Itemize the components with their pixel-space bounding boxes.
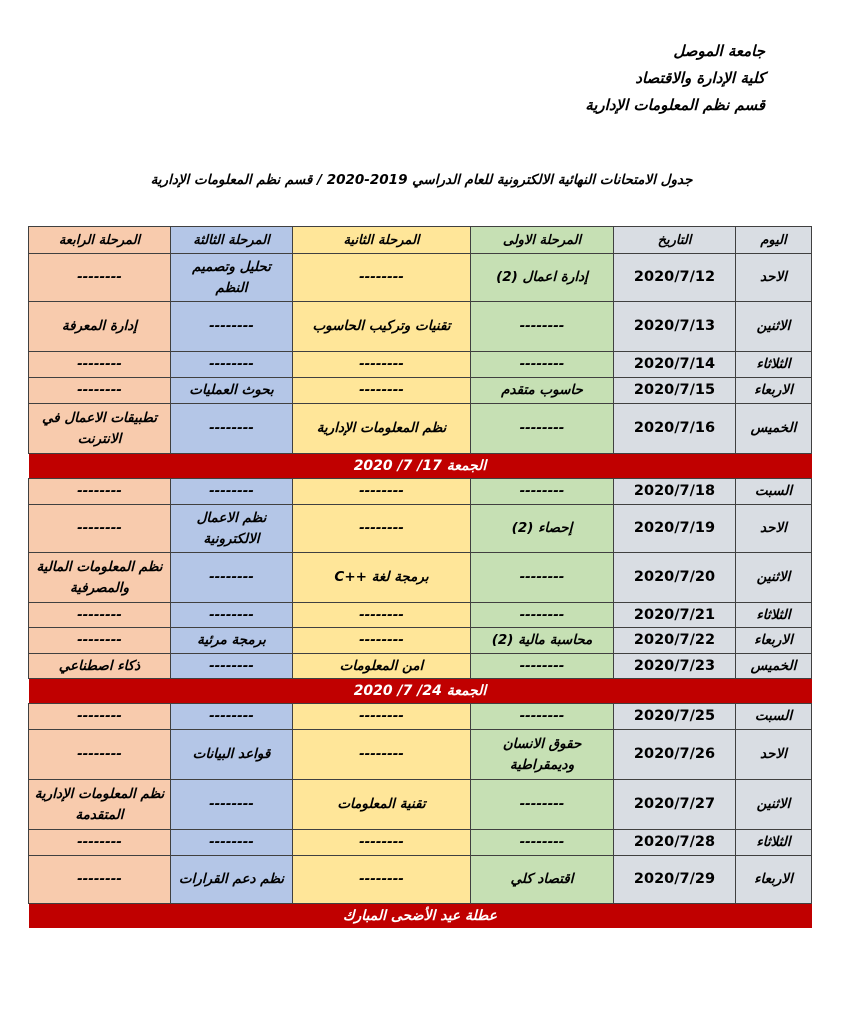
table-row (29, 856, 812, 904)
stage-2-cell: -------- (293, 378, 471, 404)
stage-2-cell: -------- (293, 730, 471, 780)
stage-2-cell: -------- (293, 856, 471, 904)
header-stage-2: المرحلة الثانية (293, 227, 471, 254)
friday-label: الجمعة 17/ 7/ 2020 (353, 457, 487, 474)
stage-1-cell: إدارة اعمال (2) (471, 254, 614, 302)
stage-1-cell: محاسبة مالية (2) (471, 628, 614, 654)
stage-2-cell: تقنيات وتركيب الحاسوب (293, 302, 471, 352)
date-cell: 2020/7/26 (614, 730, 736, 780)
stage-4-cell: -------- (29, 830, 171, 856)
date-cell: 2020/7/12 (614, 254, 736, 302)
day-cell: الاثنين (736, 302, 812, 352)
stage-2-cell: نظم المعلومات الإدارية (293, 404, 471, 454)
stage-3-cell: -------- (171, 654, 293, 679)
stage-4-cell: -------- (29, 603, 171, 628)
table-row (29, 302, 812, 352)
holiday-label: عطلة عيد الأضحى المبارك (342, 907, 498, 924)
date-cell: 2020/7/21 (614, 603, 736, 628)
department-name: قسم نظم المعلومات الإدارية (585, 96, 765, 114)
stage-3-cell: قواعد البيانات (171, 730, 293, 780)
stage-1-cell: حاسوب متقدم (471, 378, 614, 404)
header-date: التاريخ (614, 227, 736, 254)
date-cell: 2020/7/27 (614, 780, 736, 830)
friday-label: الجمعة 24/ 7/ 2020 (353, 682, 487, 699)
date-cell: 2020/7/29 (614, 856, 736, 904)
stage-4-cell: -------- (29, 628, 171, 654)
stage-3-cell: -------- (171, 479, 293, 505)
date-cell: 2020/7/19 (614, 505, 736, 553)
holiday-separator (29, 904, 812, 929)
day-cell: الاربعاء (736, 856, 812, 904)
date-cell: 2020/7/25 (614, 704, 736, 730)
stage-2-cell: -------- (293, 352, 471, 378)
stage-1-cell: -------- (471, 553, 614, 603)
friday-separator (29, 679, 812, 704)
date-cell: 2020/7/13 (614, 302, 736, 352)
college-name: كلية الإدارة والاقتصاد (635, 69, 765, 87)
friday-separator (29, 454, 812, 479)
day-cell: الثلاثاء (736, 830, 812, 856)
stage-2-cell: -------- (293, 628, 471, 654)
stage-4-cell: تطبيقات الاعمال في الانترنت (29, 404, 171, 454)
friday-separator-row (29, 679, 812, 704)
day-cell: الثلاثاء (736, 603, 812, 628)
day-cell: الاثنين (736, 780, 812, 830)
stage-1-cell: -------- (471, 404, 614, 454)
table-row (29, 553, 812, 603)
stage-4-cell: إدارة المعرفة (29, 302, 171, 352)
stage-4-cell: -------- (29, 704, 171, 730)
day-cell: الاربعاء (736, 378, 812, 404)
stage-3-cell: تحليل وتصميم النظم (171, 254, 293, 302)
table-row (29, 830, 812, 856)
stage-4-cell: -------- (29, 730, 171, 780)
table-row (29, 780, 812, 830)
table-row (29, 628, 812, 654)
university-name: جامعة الموصل (673, 42, 765, 60)
stage-1-cell: -------- (471, 704, 614, 730)
table-row (29, 704, 812, 730)
day-cell: الخميس (736, 654, 812, 679)
table-row (29, 378, 812, 404)
day-cell: السبت (736, 704, 812, 730)
exam-schedule-table (28, 226, 812, 928)
stage-2-cell: تقنية المعلومات (293, 780, 471, 830)
date-cell: 2020/7/22 (614, 628, 736, 654)
day-cell: الاحد (736, 730, 812, 780)
stage-1-cell: -------- (471, 352, 614, 378)
header-stage-1: المرحلة الاولى (471, 227, 614, 254)
header-stage-3: المرحلة الثالثة (171, 227, 293, 254)
stage-3-cell: -------- (171, 704, 293, 730)
stage-2-cell: -------- (293, 704, 471, 730)
stage-2-cell: -------- (293, 603, 471, 628)
stage-4-cell: -------- (29, 352, 171, 378)
date-cell: 2020/7/16 (614, 404, 736, 454)
table-row (29, 404, 812, 454)
date-cell: 2020/7/23 (614, 654, 736, 679)
day-cell: السبت (736, 479, 812, 505)
header-stage-4: المرحلة الرابعة (29, 227, 171, 254)
table-header-row (29, 227, 812, 254)
stage-3-cell: -------- (171, 404, 293, 454)
stage-2-cell: امن المعلومات (293, 654, 471, 679)
friday-separator-row (29, 454, 812, 479)
day-cell: الاحد (736, 254, 812, 302)
stage-2-cell: -------- (293, 830, 471, 856)
stage-1-cell: -------- (471, 603, 614, 628)
stage-3-cell: -------- (171, 553, 293, 603)
day-cell: الاثنين (736, 553, 812, 603)
stage-1-cell: -------- (471, 302, 614, 352)
date-cell: 2020/7/15 (614, 378, 736, 404)
day-cell: الاحد (736, 505, 812, 553)
stage-2-cell: -------- (293, 505, 471, 553)
stage-3-cell: برمجة مرئية (171, 628, 293, 654)
table-row (29, 254, 812, 302)
table-row (29, 479, 812, 505)
stage-1-cell: -------- (471, 780, 614, 830)
stage-4-cell: -------- (29, 254, 171, 302)
date-cell: 2020/7/20 (614, 553, 736, 603)
stage-1-cell: -------- (471, 654, 614, 679)
table-row (29, 352, 812, 378)
stage-4-cell: نظم المعلومات المالية والمصرفية (29, 553, 171, 603)
stage-4-cell: -------- (29, 378, 171, 404)
stage-4-cell: نظم المعلومات الإدارية المتقدمة (29, 780, 171, 830)
stage-3-cell: نظم الاعمال الالكترونية (171, 505, 293, 553)
stage-1-cell: اقتصاد كلي (471, 856, 614, 904)
document-header (585, 38, 765, 119)
stage-2-cell: -------- (293, 254, 471, 302)
stage-1-cell: -------- (471, 830, 614, 856)
stage-4-cell: -------- (29, 505, 171, 553)
stage-1-cell: إحصاء (2) (471, 505, 614, 553)
stage-2-cell: برمجة لغة ++C (293, 553, 471, 603)
stage-3-cell: -------- (171, 780, 293, 830)
header-day: اليوم (736, 227, 812, 254)
day-cell: الخميس (736, 404, 812, 454)
table-row (29, 505, 812, 553)
date-cell: 2020/7/18 (614, 479, 736, 505)
stage-1-cell: حقوق الانسان وديمقراطية (471, 730, 614, 780)
stage-3-cell: -------- (171, 352, 293, 378)
holiday-separator-row (29, 904, 812, 929)
stage-3-cell: بحوث العمليات (171, 378, 293, 404)
stage-3-cell: -------- (171, 302, 293, 352)
stage-3-cell: نظم دعم القرارات (171, 856, 293, 904)
stage-3-cell: -------- (171, 603, 293, 628)
stage-2-cell: -------- (293, 479, 471, 505)
schedule-title: جدول الامتحانات النهائية الالكترونية للعام الدراسي 2019-2020 / قسم نظم المعلومات الإدارية (150, 172, 693, 188)
stage-4-cell: -------- (29, 856, 171, 904)
table-row (29, 730, 812, 780)
date-cell: 2020/7/14 (614, 352, 736, 378)
table-row (29, 654, 812, 679)
day-cell: الثلاثاء (736, 352, 812, 378)
stage-4-cell: -------- (29, 479, 171, 505)
stage-1-cell: -------- (471, 479, 614, 505)
stage-4-cell: ذكاء اصطناعي (29, 654, 171, 679)
stage-3-cell: -------- (171, 830, 293, 856)
day-cell: الاربعاء (736, 628, 812, 654)
date-cell: 2020/7/28 (614, 830, 736, 856)
table-row (29, 603, 812, 628)
